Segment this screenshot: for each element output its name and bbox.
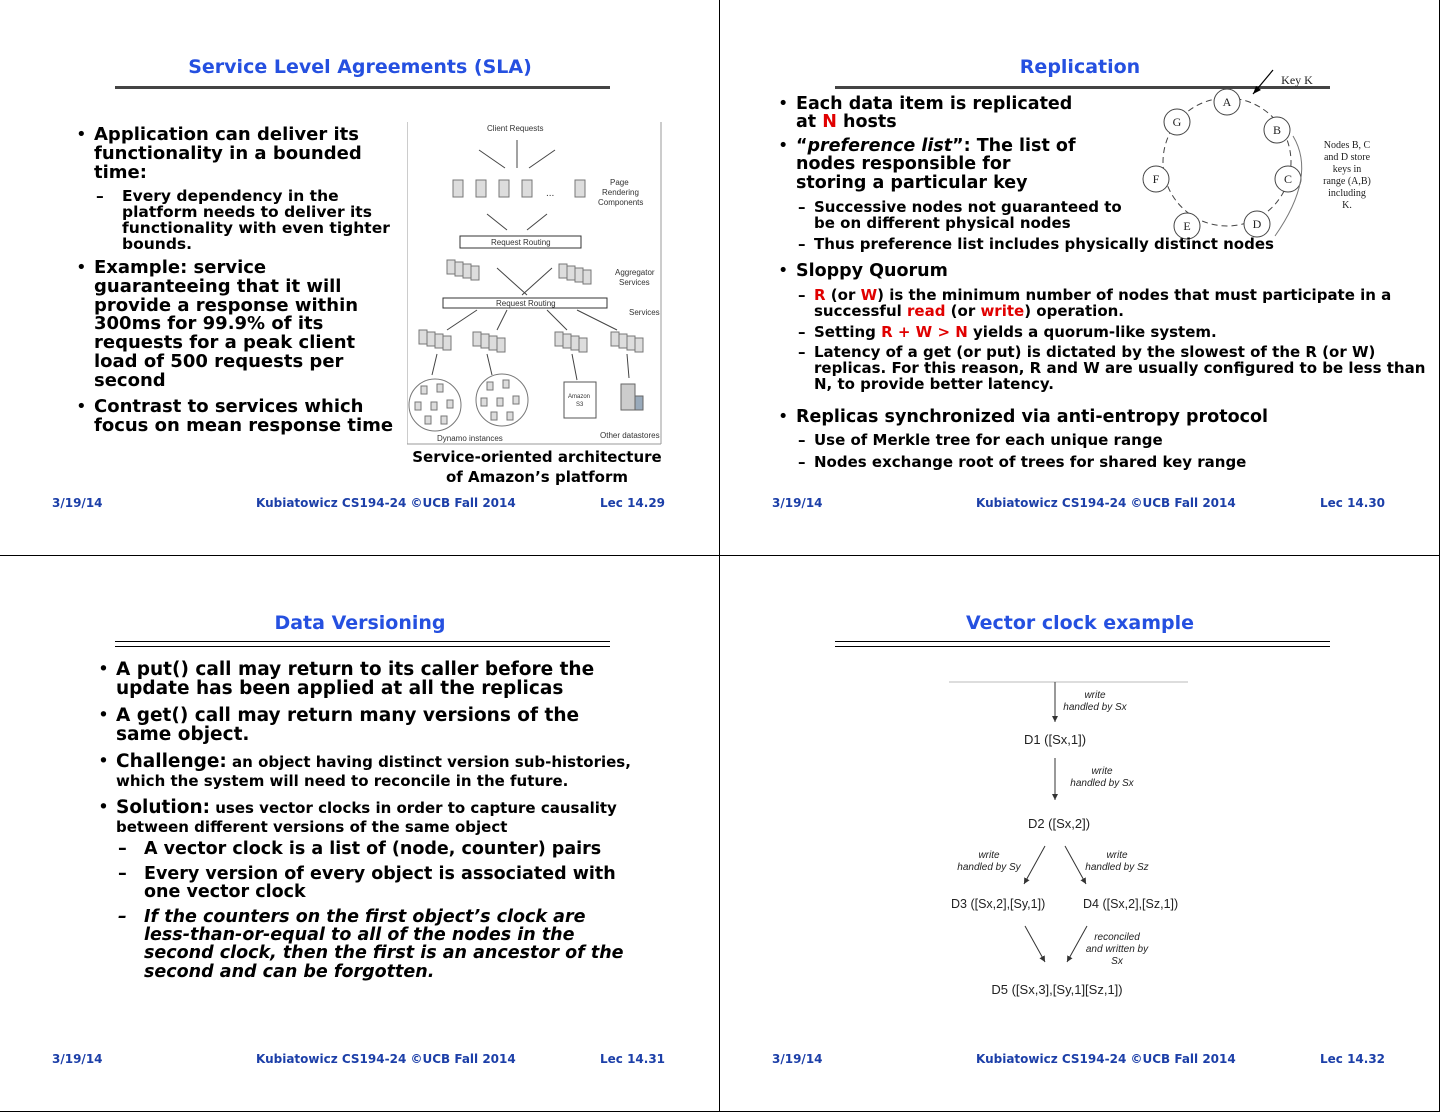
footer-lecture: Lec 14.30 [1320,496,1386,510]
sub-bullet-item [116,908,636,982]
reconciled-label: Sx [1111,956,1123,967]
bullet-text: Contrast to services which focus on mean response time [94,395,394,436]
sub-bullet-text: A vector clock is a list of (node, counter) pairs [144,839,602,860]
handled-label: handled by Sx [1070,778,1134,789]
d1-label: D1 ([Sx,1]) [1023,732,1087,747]
sub-bullet-text: ) is the minimum number of nodes that must participate in a successful [814,286,1392,320]
dynamo-label: Dynamo instances [437,434,503,443]
d2-label: D2 ([Sx,2]) [1027,816,1091,831]
sub-bullet-text: yields a quorum-like system. [967,322,1217,341]
bullet-item [96,752,636,791]
aggregator-servers [447,260,591,284]
note-line: K. [1342,200,1352,211]
bullet-emph: preference list [807,135,953,156]
footer-lecture: Lec 14.31 [600,1052,666,1066]
page-label-3: Components [598,198,644,207]
sub-bullet-item [796,234,1426,253]
note-line: and D store [1323,152,1371,163]
sub-bullet-text: If the counters on the first object’s clock are less-than-or-equal to all of the nodes in the second clock, then the first is an ancestor of the second and can be forgotten. [144,906,624,982]
footer-lecture: Lec 14.29 [600,496,666,510]
bullet-head: Solution: [116,796,211,818]
bullet-text: A get() call may return many versions of the same object. [116,704,580,746]
sub-bullet-text: Thus preference list includes physically distinct nodes [814,234,1274,253]
ellipsis: ... [546,188,555,199]
sub-list [796,433,1426,471]
arrow-5 [1025,926,1045,962]
bullet-list [74,126,394,436]
bullet-text: Sloppy Quorum [796,261,948,281]
bullet-text: hosts [836,112,897,133]
footer-course: Kubiatowicz CS194-24 ©UCB Fall 2014 [976,496,1236,510]
handled-label: handled by Sx [1063,702,1127,713]
bullet-text: uses vector clocks in order to capture causality between different versions of the same object [116,798,617,836]
services-label: Services [629,308,660,317]
architecture-diagram [407,120,663,446]
slide-replication [720,0,1440,556]
bullet-text: Application can deliver its functionality in a bounded time: [94,124,362,183]
reconciled-label: and written by [1085,944,1149,955]
page-label-1: Page [610,178,629,187]
sub-bullet-item [94,188,394,253]
bullet-text: ”: The list of nodes responsible for storing a particular key [796,135,1076,193]
other-datastore-icon [621,384,643,410]
footer-date: 3/19/14 [52,1052,103,1066]
bullet-text: Each data item is replicated at [796,94,1073,133]
d3-label: D3 ([Sx,2],[Sy,1]) [951,897,1046,911]
bullet-item [74,126,394,253]
aggregator-label-2: Services [619,278,650,287]
write-label: write [1084,690,1106,701]
sub-bullet-item [796,433,1426,449]
w-highlight: W [860,286,878,304]
note-line: keys in [1332,164,1362,175]
sub-list [94,188,394,253]
arrow-3 [1024,846,1045,884]
sub-bullet-item [796,322,1426,341]
note-line: Nodes B, C [1323,140,1371,151]
slide-sla [0,0,720,556]
bullet-item [74,256,394,392]
sub-bullet-text: (or [945,301,981,320]
bullet-item [776,95,1076,132]
other-datastores-label: Other datastores [600,431,660,440]
d4-label: D4 ([Sx,2],[Sz,1]) [1083,897,1179,911]
footer-date: 3/19/14 [772,1052,823,1066]
sub-bullet-text: ) operation. [1024,301,1125,320]
page-rendering-servers [453,180,585,197]
write-highlight: write [980,301,1025,320]
bullet-item [776,408,1426,426]
reconciled-label: reconciled [1094,932,1140,943]
node-b-label: B [1272,123,1282,137]
bullet-list [776,408,1426,426]
n-highlight: N [822,112,837,133]
r-highlight: R [814,286,826,304]
bullet-text: A put() call may return to its caller before the update has been applied at all the replicas [116,659,595,700]
quote: “ [796,135,808,156]
footer-course: Kubiatowicz CS194-24 ©UCB Fall 2014 [256,496,516,510]
node-f-label: F [1152,172,1160,186]
write-label: write [978,850,1000,861]
sub-bullet-text: Nodes exchange root of trees for shared key range [814,452,1247,471]
sub-list [796,288,1426,393]
slide-vector-clock [720,556,1440,1112]
quorum-expression: R + W > N [881,322,968,341]
sub-bullet-item [796,200,1134,232]
caption-line: of Amazon’s platform [445,467,628,486]
note-line: including [1328,188,1366,199]
write-label: write [1106,850,1128,861]
bullet-item [96,798,636,981]
sub-bullet-text: (or [825,286,861,304]
write-label: write [1091,766,1113,777]
bullet-head: Challenge: [116,750,227,772]
sub-bullet-item [116,840,636,858]
sub-bullet-text: Every dependency in the platform needs to deliver its functionality with even tighter bounds. [122,186,390,254]
slide-title: Data Versioning [274,612,446,634]
amazon-s3-box [564,382,596,418]
slide-data-versioning [0,556,720,1112]
node-d-label: D [1252,217,1262,231]
sub-bullet-text: Every version of every object is associated with one vector clock [144,863,616,903]
bullet-text: Example: service guaranteeing that it will provide a response within 300ms for 99.9% of its requests for a peak client load of 500 requests per second [94,256,359,392]
arrow-4 [1065,846,1086,884]
node-e-label: E [1183,219,1191,233]
d5-label: D5 ([Sx,3],[Sy,1][Sz,1]) [991,982,1123,997]
s3-label-1: Amazon [568,394,591,400]
slide-title: Service Level Agreements (SLA) [188,56,532,78]
sub-bullet-item [796,288,1426,320]
footer-date: 3/19/14 [772,496,823,510]
title-rule [115,86,610,92]
bullet-text: Replicas synchronized via anti-entropy protocol [796,407,1268,427]
title-rule [835,641,1330,647]
node-c-label: C [1283,172,1293,186]
sub-bullet-item [796,452,1426,471]
bullet-item [96,706,636,745]
note-line: range (A,B) [1323,176,1371,187]
sub-list [796,200,1426,252]
footer-lecture: Lec 14.32 [1320,1052,1386,1066]
footer-course: Kubiatowicz CS194-24 ©UCB Fall 2014 [256,1052,516,1066]
footer-course: Kubiatowicz CS194-24 ©UCB Fall 2014 [976,1052,1236,1066]
node-a-label: A [1222,95,1232,109]
bullet-list [776,95,1416,192]
bullet-list [776,262,1426,280]
sub-bullet-item [796,345,1426,392]
bullet-item [96,660,636,699]
caption-line: Service-oriented architecture [412,448,662,466]
vector-clock-diagram [945,674,1195,1006]
sub-bullet-item [116,865,636,902]
read-highlight: read [907,301,946,320]
slide-title: Replication [1019,56,1141,78]
handled-label: handled by Sz [1085,862,1149,873]
bullet-text: an object having distinct version sub-histories, which the system will need to reconcile in the future. [116,752,631,791]
bullet-item [776,262,1426,280]
footer-date: 3/19/14 [52,496,103,510]
title-rule [115,641,610,647]
sub-list [116,840,636,981]
request-routing-2: Request Routing [496,299,556,308]
sub-bullet-text: Setting [814,322,882,341]
service-servers [419,330,643,352]
client-requests-label: Client Requests [487,124,544,133]
bullet-list [96,660,636,981]
sub-bullet-text: Use of Merkle tree for each unique range [814,431,1163,449]
sub-bullet-text: Successive nodes not guaranteed to be on different physical nodes [814,198,1122,232]
node-g-label: G [1172,115,1182,129]
arrow-6 [1067,926,1087,962]
aggregator-label-1: Aggregator [615,268,655,277]
sub-bullet-text: Latency of a get (or put) is dictated by the slowest of the R (or W) replicas. For this reason, R and W are usually configured to be less than N, to provide better latency. [814,343,1426,393]
bullet-item [74,395,394,436]
s3-label-2: S3 [576,402,584,408]
slide-title: Vector clock example [965,612,1195,634]
handled-label: handled by Sy [957,862,1021,873]
page-label-2: Rendering [602,188,639,197]
key-label: Key K [1281,73,1313,87]
request-routing-1: Request Routing [491,238,551,247]
bullet-item [776,137,1076,192]
figure-caption [412,448,662,487]
